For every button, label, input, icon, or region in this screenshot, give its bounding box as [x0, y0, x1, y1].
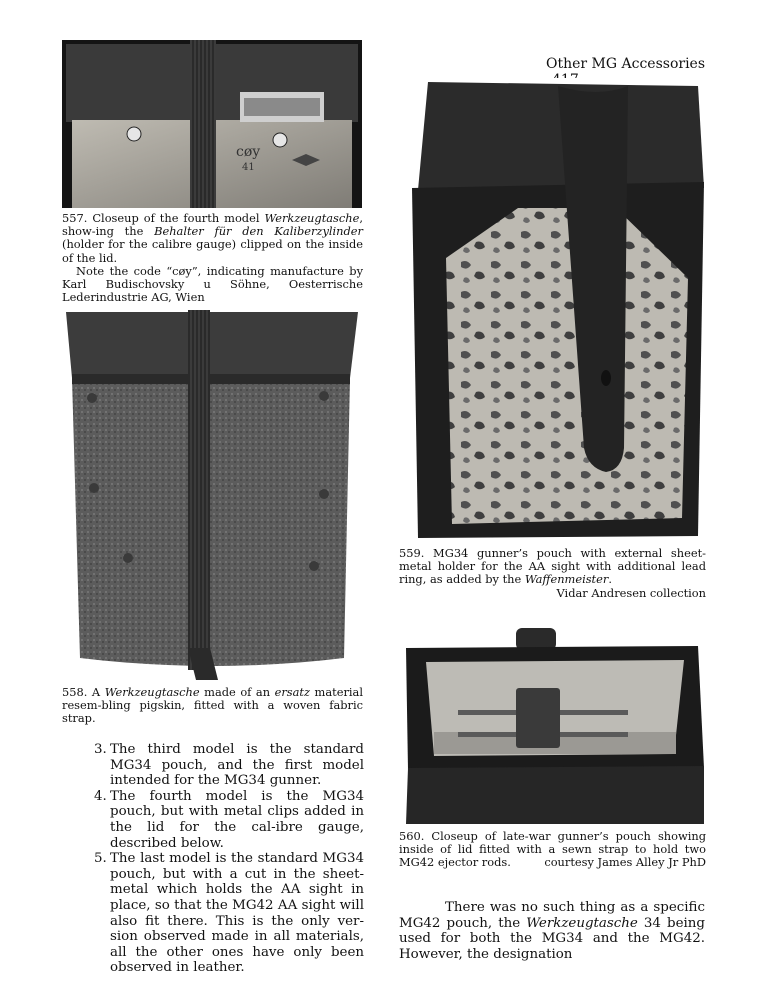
- model-list: [94, 742, 364, 976]
- body-paragraph: There was no such thing as a specific MG42 pouch, the Werkzeugtasche 34 being used for both the MG34 and the MG42. However, the designation: [399, 900, 705, 962]
- credit-559: Vidar Andresen collection: [556, 585, 706, 600]
- caption-560: 560. Closeup of late-war gunner’s pouch showing inside of lid fitted with a sewn strap to hold two MG42 ejector rods. courtesy James Alley Jr PhD: [399, 829, 706, 870]
- caption-557-note: Note the code “cøy”, indicating manufacture by Karl Budischovsky u Söhne, Oesterrische Lederindustrie AG, Wien: [62, 263, 363, 305]
- photo-559-gunner-pouch-aa-holder: [398, 78, 706, 542]
- photo-560-late-war-pouch-open: [398, 628, 706, 824]
- list-item: 5. The last model is the standard MG34 pouch, but with a cut in the sheet-metal which holds the AA sight in place, so that the MG42 AA sight will also fit there. This is the only ver-sion observed made in all materials, all the other ones have only been observed in leather.: [94, 851, 364, 976]
- photo-558-pigskin-pouch: [62, 308, 362, 680]
- caption-558: 558. A Werkzeugtasche made of an ersatz material resem-bling pigskin, fitted with a woven fabric strap.: [62, 685, 363, 726]
- photo-557-pouch-lid-closeup: [62, 40, 362, 208]
- year-marking: 41: [242, 162, 255, 173]
- list-item: 4. The fourth model is the MG34 pouch, but with metal clips added in the lid for the cal-ibre gauge, described below.: [94, 788, 364, 851]
- credit-560: courtesy James Alley Jr PhD: [544, 855, 706, 870]
- caption-557: 557. Closeup of the fourth model Werkzeugtasche, show-ing the Behalter für den Kaliberzylinder (holder for the calibre gauge) clipped on the inside of the lid. Note the code “cøy”, indicating manufacture by Karl Budischovsky u Söhne, Oesterrische Lederindustrie AG, Wien: [62, 211, 363, 305]
- caption-559: 559. MG34 gunner’s pouch with external sheet-metal holder for the AA sight with additional lead ring, as added by the Waffenmeister. Vidar Andresen collection: [399, 546, 706, 600]
- section-title: Other MG Accessories: [546, 56, 706, 72]
- code-marking: cøy: [236, 144, 261, 160]
- list-item: 3. The third model is the standard MG34 pouch, and the first model intended for the MG34 gunner.: [94, 742, 364, 789]
